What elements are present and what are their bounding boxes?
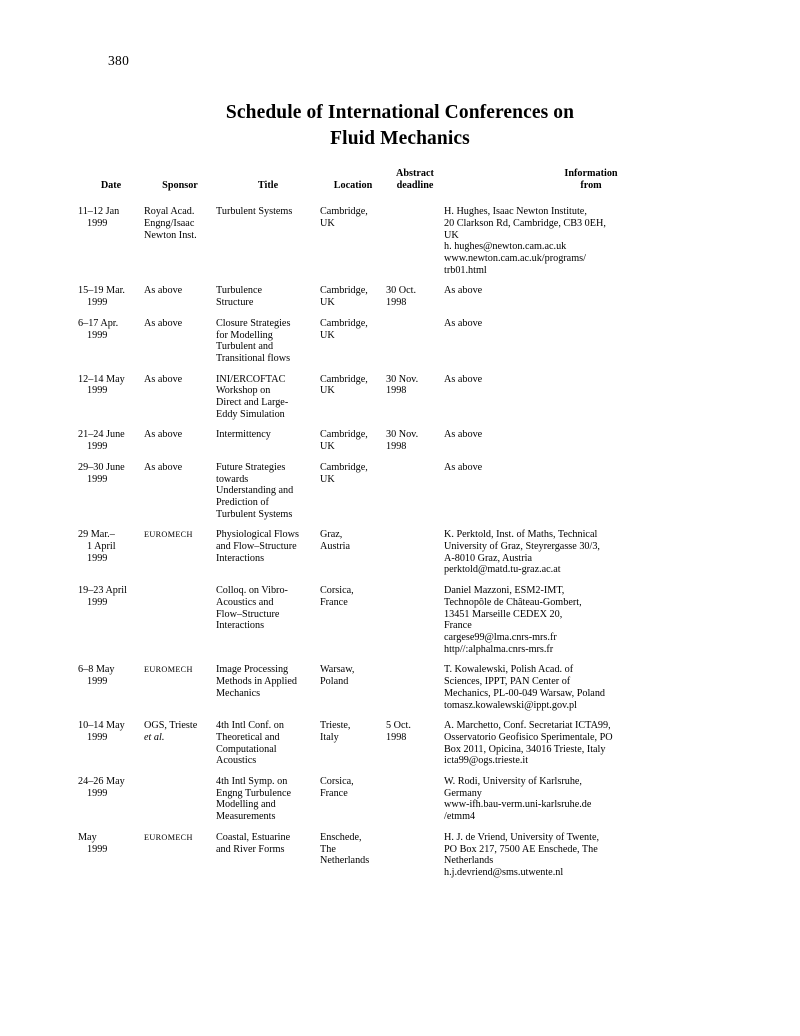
cell-location — [320, 711, 386, 767]
cell-title — [216, 711, 320, 767]
cell-information-from-line: T. Kowalewski, Polish Acad. of — [444, 664, 574, 676]
cell-title-line: Interactions — [216, 620, 265, 632]
table-row — [78, 520, 738, 576]
cell-location-line: Trieste, — [320, 720, 351, 732]
cell-abstract-deadline-line: 1998 — [386, 441, 407, 453]
cell-information-from-line: As above — [444, 285, 483, 297]
cell-location-line: UK — [320, 297, 335, 309]
cell-title-line: 4th Intl Conf. on — [216, 720, 284, 732]
cell-abstract-deadline — [386, 453, 444, 521]
conference-schedule-table — [78, 168, 738, 879]
cell-sponsor — [144, 365, 216, 421]
cell-information-from-lines — [444, 206, 732, 276]
column-header-information-from-line-1: Information — [564, 168, 618, 179]
cell-date-line: 10–14 May — [78, 720, 125, 732]
cell-abstract-deadline-line: 5 Oct. — [386, 720, 411, 732]
cell-abstract-deadline — [386, 420, 444, 452]
cell-location-lines — [320, 529, 380, 552]
cell-abstract-deadline — [386, 711, 444, 767]
cell-sponsor-line: Newton Inst. — [144, 229, 197, 241]
cell-abstract-deadline-lines — [386, 429, 438, 452]
cell-information-from-line: icta99@ogs.trieste.it — [444, 755, 529, 767]
cell-location-line: The — [320, 843, 336, 855]
column-header-sponsor: Sponsor — [162, 179, 198, 191]
cell-sponsor-lines — [144, 720, 210, 743]
cell-information-from-line: H. Hughes, Isaac Newton Institute, — [444, 206, 587, 218]
cell-title-line: towards — [216, 473, 249, 485]
cell-location-line: UK — [320, 385, 335, 397]
cell-title-lines — [216, 720, 314, 767]
page-title-line-2: Fluid Mechanics — [330, 128, 470, 149]
cell-title-line: Turbulence — [216, 285, 263, 297]
cell-information-from-line: As above — [444, 461, 483, 473]
cell-date — [78, 276, 144, 308]
cell-date-line: 21–24 June — [78, 429, 125, 441]
cell-location-line: Cambridge, — [320, 317, 368, 329]
cell-date-line: 1999 — [87, 843, 108, 855]
cell-information-from-lines — [444, 374, 732, 386]
cell-abstract-deadline-lines — [386, 285, 438, 308]
cell-location-line: Poland — [320, 676, 349, 688]
cell-location-line: Italy — [320, 731, 339, 743]
column-header-date: Date — [100, 179, 122, 191]
page-title — [108, 100, 692, 152]
cell-title-line: Turbulent Systems — [216, 206, 293, 218]
cell-location — [320, 365, 386, 421]
cell-information-from-line: www-ifh.bau-verm.uni-karlsruhe.de — [444, 799, 592, 811]
cell-sponsor — [144, 309, 216, 365]
cell-location-line: Enschede, — [320, 831, 362, 843]
cell-title-lines — [216, 429, 314, 441]
table-row — [78, 276, 738, 308]
cell-date-line: 1 April — [87, 541, 116, 553]
cell-title-lines — [216, 529, 314, 564]
cell-title-line: Image Processing — [216, 664, 289, 676]
cell-title-line: Theoretical and — [216, 731, 280, 743]
cell-title-line: Eddy Simulation — [216, 408, 285, 420]
cell-title-line: Colloq. on Vibro- — [216, 585, 288, 597]
cell-location-line: France — [320, 787, 348, 799]
cell-sponsor-lines — [144, 285, 210, 297]
cell-date — [78, 420, 144, 452]
cell-title-line: Turbulent Systems — [216, 508, 293, 520]
cell-sponsor-line: As above — [144, 461, 183, 473]
cell-date-line: 15–19 Mar. — [78, 285, 125, 297]
cell-title-lines — [216, 462, 314, 521]
cell-information-from-line: A-8010 Graz, Austria — [444, 552, 532, 564]
cell-title-line: Mechanics — [216, 687, 261, 699]
cell-date-line: 1999 — [87, 329, 108, 341]
cell-abstract-deadline-lines — [386, 374, 438, 397]
cell-title — [216, 823, 320, 879]
cell-sponsor — [144, 453, 216, 521]
table-row — [78, 453, 738, 521]
cell-title-line: 4th Intl Symp. on — [216, 776, 288, 788]
cell-information-from-lines — [444, 832, 732, 879]
cell-sponsor-line: Royal Acad. — [144, 206, 195, 218]
cell-information-from-lines — [444, 285, 732, 297]
cell-date-line: 6–8 May — [78, 664, 115, 676]
cell-sponsor-lines — [144, 206, 210, 241]
cell-sponsor — [144, 420, 216, 452]
cell-date-line: 1999 — [87, 596, 108, 608]
cell-abstract-deadline-line: 30 Nov. — [386, 373, 419, 385]
cell-date-line: 1999 — [87, 297, 108, 309]
cell-date-line: 1999 — [87, 385, 108, 397]
cell-date-line: 1999 — [87, 441, 108, 453]
page-number: 380 — [108, 53, 130, 68]
cell-abstract-deadline-line: 1998 — [386, 297, 407, 309]
table-row — [78, 767, 738, 823]
column-header-information-from — [444, 168, 738, 197]
cell-abstract-deadline — [386, 365, 444, 421]
cell-location-line: Corsica, — [320, 776, 354, 788]
cell-date-line: 19–23 April — [78, 585, 127, 597]
cell-title — [216, 767, 320, 823]
cell-sponsor-italic-line: et al. — [144, 731, 165, 743]
cell-abstract-deadline-line: 1998 — [386, 385, 407, 397]
cell-information-from-line: h. hughes@newton.cam.ac.uk — [444, 241, 567, 253]
cell-information-from — [444, 711, 738, 767]
cell-sponsor — [144, 823, 216, 879]
cell-sponsor — [144, 655, 216, 711]
cell-information-from-line: /etmm4 — [444, 811, 476, 823]
table-body — [78, 197, 738, 878]
cell-date-line: 6–17 Apr. — [78, 317, 119, 329]
cell-title-line: INI/ERCOFTAC — [216, 373, 286, 385]
cell-sponsor-lines — [144, 664, 210, 676]
cell-sponsor-line: As above — [144, 429, 183, 441]
cell-information-from-line: W. Rodi, University of Karlsruhe, — [444, 776, 582, 788]
cell-location-lines — [320, 374, 380, 397]
cell-sponsor — [144, 520, 216, 576]
cell-date — [78, 711, 144, 767]
table-row — [78, 309, 738, 365]
cell-sponsor-line: EUROMECH — [144, 665, 193, 675]
cell-sponsor-lines — [144, 374, 210, 386]
cell-date — [78, 453, 144, 521]
cell-information-from-line: As above — [444, 373, 483, 385]
column-header-title: Title — [257, 179, 279, 191]
cell-title-line: Transitional flows — [216, 352, 291, 364]
cell-date-line: 1999 — [87, 473, 108, 485]
cell-title-lines — [216, 664, 314, 699]
cell-title-line: Measurements — [216, 811, 276, 823]
cell-location-line: France — [320, 596, 348, 608]
cell-title-line: Computational — [216, 743, 277, 755]
cell-title-line: Prediction of — [216, 496, 269, 508]
cell-information-from-line: PO Box 217, 7500 AE Enschede, The — [444, 843, 598, 855]
cell-location — [320, 655, 386, 711]
cell-date-line: 1999 — [87, 787, 108, 799]
cell-date-line: 11–12 Jan — [78, 206, 120, 218]
table-row — [78, 576, 738, 655]
cell-location-line: UK — [320, 441, 335, 453]
cell-information-from-line: Daniel Mazzoni, ESM2-IMT, — [444, 585, 565, 597]
cell-location-lines — [320, 776, 380, 799]
cell-location — [320, 420, 386, 452]
cell-sponsor-line: As above — [144, 285, 183, 297]
cell-abstract-deadline — [386, 767, 444, 823]
cell-date — [78, 365, 144, 421]
cell-location-line: UK — [320, 329, 335, 341]
cell-information-from-line: K. Perktold, Inst. of Maths, Technical — [444, 529, 598, 541]
cell-information-from-lines — [444, 776, 732, 823]
cell-information-from — [444, 520, 738, 576]
cell-location — [320, 276, 386, 308]
table-header-row — [78, 168, 738, 197]
cell-date — [78, 197, 144, 276]
cell-location — [320, 823, 386, 879]
cell-information-from-line: http//:alphalma.cnrs-mrs.fr — [444, 643, 554, 655]
cell-location — [320, 453, 386, 521]
cell-information-from-lines — [444, 318, 732, 330]
cell-date-line: 1999 — [87, 731, 108, 743]
cell-title-line: Methods in Applied — [216, 676, 297, 688]
cell-date — [78, 823, 144, 879]
cell-abstract-deadline — [386, 309, 444, 365]
cell-title-line: Interactions — [216, 552, 265, 564]
cell-date-line: 12–14 May — [78, 373, 125, 385]
cell-sponsor-lines — [144, 318, 210, 330]
cell-date-line: 29 Mar.– — [78, 529, 115, 541]
cell-information-from-line: France — [444, 620, 472, 632]
cell-location-line: UK — [320, 217, 335, 229]
cell-date-line: 24–26 May — [78, 776, 125, 788]
cell-title-line: Modelling and — [216, 799, 276, 811]
cell-information-from-line: www.newton.cam.ac.uk/programs/ — [444, 253, 586, 264]
cell-sponsor-line: Engng/Isaac — [144, 217, 195, 229]
cell-sponsor-line: As above — [144, 317, 183, 329]
cell-sponsor — [144, 711, 216, 767]
cell-information-from-line: Mechanics, PL-00-049 Warsaw, Poland — [444, 687, 606, 699]
column-header-abstract-deadline-line-1: Abstract — [396, 168, 434, 179]
cell-location-line: UK — [320, 473, 335, 485]
column-header-abstract-deadline — [386, 168, 444, 197]
cell-abstract-deadline-line: 1998 — [386, 731, 407, 743]
cell-date — [78, 309, 144, 365]
cell-information-from-line: perktold@matd.tu-graz.ac.at — [444, 564, 561, 576]
cell-information-from-line: Osservatorio Geofisico Sperimentale, PO — [444, 731, 613, 743]
cell-information-from — [444, 767, 738, 823]
cell-information-from-line: trb01.html — [444, 264, 487, 276]
cell-sponsor — [144, 276, 216, 308]
cell-sponsor — [144, 576, 216, 655]
cell-information-from-line: Germany — [444, 787, 482, 799]
cell-information-from — [444, 309, 738, 365]
cell-sponsor — [144, 767, 216, 823]
cell-information-from-line: h.j.devriend@sms.utwente.nl — [444, 866, 564, 878]
cell-title-lines — [216, 776, 314, 823]
cell-location — [320, 520, 386, 576]
cell-information-from — [444, 453, 738, 521]
cell-information-from — [444, 197, 738, 276]
cell-abstract-deadline — [386, 276, 444, 308]
cell-location-line: Netherlands — [320, 855, 370, 867]
cell-sponsor-lines — [144, 529, 210, 541]
column-header-information-from-line-2: from — [580, 179, 602, 191]
cell-information-from-lines — [444, 720, 732, 767]
cell-information-from — [444, 576, 738, 655]
cell-title — [216, 453, 320, 521]
cell-date — [78, 767, 144, 823]
cell-location-line: Cambridge, — [320, 206, 368, 218]
cell-title-lines — [216, 585, 314, 632]
cell-information-from-line: H. J. de Vriend, University of Twente, — [444, 831, 600, 843]
cell-information-from-line: As above — [444, 429, 483, 441]
cell-information-from — [444, 823, 738, 879]
cell-date-line: 1999 — [87, 676, 108, 688]
cell-information-from-line: Sciences, IPPT, PAN Center of — [444, 676, 571, 688]
cell-abstract-deadline-lines — [386, 720, 438, 743]
cell-sponsor-lines — [144, 462, 210, 474]
table-row — [78, 711, 738, 767]
table-row — [78, 823, 738, 879]
cell-location — [320, 309, 386, 365]
cell-title — [216, 365, 320, 421]
cell-title-line: Physiological Flows — [216, 529, 299, 541]
cell-title-lines — [216, 374, 314, 421]
cell-title — [216, 576, 320, 655]
cell-information-from — [444, 655, 738, 711]
cell-information-from-line: Box 2011, Opicina, 34016 Trieste, Italy — [444, 743, 606, 755]
cell-abstract-deadline — [386, 576, 444, 655]
cell-location — [320, 767, 386, 823]
cell-abstract-deadline-line: 30 Oct. — [386, 285, 416, 297]
cell-date — [78, 576, 144, 655]
cell-location-line: Cambridge, — [320, 461, 368, 473]
cell-sponsor-line: OGS, Trieste — [144, 720, 198, 732]
cell-information-from-line: tomasz.kowalewski@ippt.gov.pl — [444, 699, 577, 711]
cell-location — [320, 576, 386, 655]
cell-location-line: Austria — [320, 541, 350, 553]
cell-date-line: 1999 — [87, 217, 108, 229]
cell-title-line: Workshop on — [216, 385, 271, 397]
cell-date-line: May — [78, 831, 97, 843]
cell-information-from-line: cargese99@lma.cnrs-mrs.fr — [444, 631, 557, 643]
cell-information-from — [444, 365, 738, 421]
cell-information-from — [444, 420, 738, 452]
cell-title-line: Flow–Structure — [216, 608, 280, 620]
cell-date — [78, 655, 144, 711]
page-title-line-1: Schedule of International Conferences on — [225, 102, 575, 123]
cell-title-line: Acoustics and — [216, 596, 274, 608]
cell-information-from — [444, 276, 738, 308]
cell-title-line: Intermittency — [216, 429, 271, 441]
cell-title — [216, 655, 320, 711]
cell-abstract-deadline — [386, 823, 444, 879]
cell-title-line: Coastal, Estuarine — [216, 831, 291, 843]
cell-title — [216, 520, 320, 576]
cell-title — [216, 276, 320, 308]
cell-title — [216, 309, 320, 365]
cell-sponsor-line: EUROMECH — [144, 530, 193, 540]
cell-sponsor — [144, 197, 216, 276]
cell-location-lines — [320, 585, 380, 608]
cell-information-from-line: As above — [444, 317, 483, 329]
cell-location — [320, 197, 386, 276]
table-header — [78, 168, 738, 197]
cell-information-from-lines — [444, 664, 732, 711]
cell-title-lines — [216, 832, 314, 855]
cell-title-line: and Flow–Structure — [216, 541, 297, 553]
cell-date-line: 29–30 June — [78, 461, 125, 473]
cell-information-from-line: Technopôle de Château-Gombert, — [444, 596, 582, 608]
cell-title-line: Understanding and — [216, 485, 294, 497]
cell-location-line: Corsica, — [320, 585, 354, 597]
table-row — [78, 655, 738, 711]
cell-location-lines — [320, 318, 380, 341]
cell-location-line: Cambridge, — [320, 373, 368, 385]
cell-location-lines — [320, 206, 380, 229]
cell-sponsor-line: As above — [144, 373, 183, 385]
cell-title-line: Future Strategies — [216, 461, 286, 473]
cell-location-line: Cambridge, — [320, 429, 368, 441]
cell-location-lines — [320, 285, 380, 308]
cell-information-from-line: 20 Clarkson Rd, Cambridge, CB3 0EH, — [444, 217, 606, 229]
column-header-location: Location — [333, 179, 373, 191]
cell-location-lines — [320, 429, 380, 452]
cell-location-lines — [320, 462, 380, 485]
cell-date — [78, 520, 144, 576]
cell-title-lines — [216, 285, 314, 308]
cell-title-line: for Modelling — [216, 329, 273, 341]
table-row — [78, 420, 738, 452]
table-row — [78, 197, 738, 276]
cell-title-line: Structure — [216, 297, 254, 309]
cell-abstract-deadline — [386, 655, 444, 711]
cell-location-lines — [320, 832, 380, 867]
cell-information-from-lines — [444, 462, 732, 474]
cell-abstract-deadline — [386, 197, 444, 276]
cell-location-lines — [320, 664, 380, 687]
cell-location-line: Cambridge, — [320, 285, 368, 297]
cell-location-line: Warsaw, — [320, 664, 355, 676]
cell-sponsor-lines — [144, 429, 210, 441]
cell-information-from-lines — [444, 529, 732, 576]
cell-information-from-line: 13451 Marseille CEDEX 20, — [444, 608, 563, 620]
cell-location-lines — [320, 720, 380, 743]
cell-abstract-deadline — [386, 520, 444, 576]
cell-information-from-line: UK — [444, 229, 459, 241]
cell-title-lines — [216, 206, 314, 218]
cell-title — [216, 420, 320, 452]
cell-information-from-line: A. Marchetto, Conf. Secretariat ICTA99, — [444, 720, 611, 732]
cell-title-line: Engng Turbulence — [216, 787, 291, 799]
table-row — [78, 365, 738, 421]
cell-title-line: and River Forms — [216, 843, 285, 855]
cell-sponsor-line: EUROMECH — [144, 832, 193, 842]
cell-title-line: Direct and Large- — [216, 397, 289, 409]
cell-title-line: Closure Strategies — [216, 317, 291, 329]
cell-date-line: 1999 — [87, 552, 108, 564]
column-header-abstract-deadline-line-2: deadline — [396, 179, 434, 191]
cell-sponsor-lines — [144, 832, 210, 844]
cell-information-from-line: University of Graz, Steyrergasse 30/3, — [444, 541, 600, 553]
cell-information-from-line: Netherlands — [444, 855, 494, 867]
cell-title-line: Turbulent and — [216, 341, 274, 353]
cell-information-from-lines — [444, 585, 732, 655]
cell-abstract-deadline-line: 30 Nov. — [386, 429, 419, 441]
cell-title — [216, 197, 320, 276]
cell-title-lines — [216, 318, 314, 365]
cell-location-line: Graz, — [320, 529, 343, 541]
cell-title-line: Acoustics — [216, 755, 257, 767]
cell-information-from-lines — [444, 429, 732, 441]
